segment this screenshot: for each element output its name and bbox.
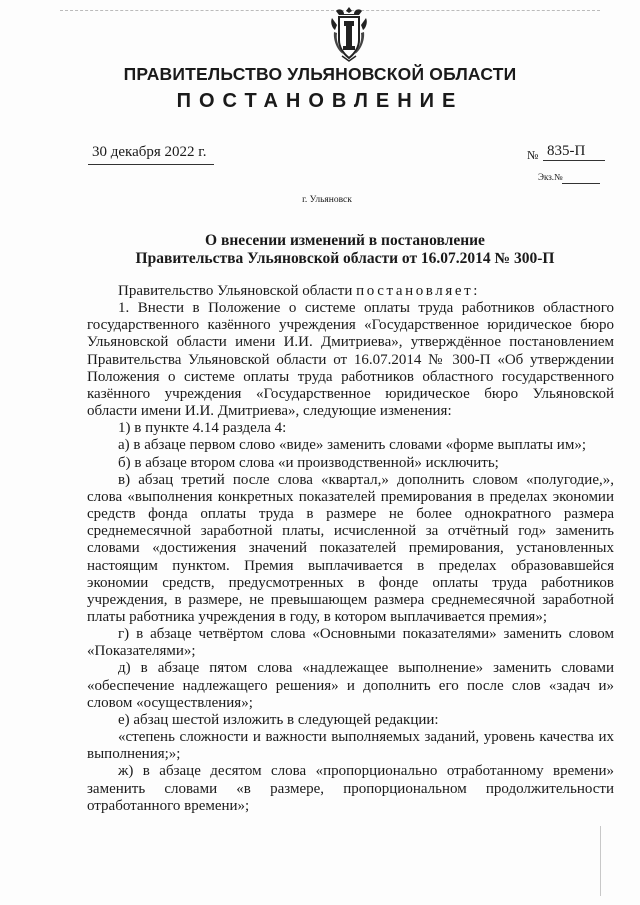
copy-number-label: Экз.№ bbox=[538, 172, 563, 182]
document-date: 30 декабря 2022 г. bbox=[92, 144, 207, 160]
paragraph-item-e: е) абзац шестой изложить в следующей редакции: bbox=[118, 711, 439, 728]
scan-artifact-line bbox=[600, 826, 601, 896]
copy-number-blank bbox=[562, 183, 600, 184]
paragraph-item-v: в) абзац третий после слова «квартал,» дополнить словом «полугодие,», слова «выполнения конкретных показателей премирования в пределах экономии средств фонда оплаты труда в размере не более однократного размера среднемесячной заработной платы, исчисленной за отчётный год» заменить словами «достижения значений показателей премирования, установленных настоящим пунктом. Премия выплачивается в пределах образовавшейся экономии средств, предусмотренных в фонде оплаты труда работников учреждения, в размере, не превышающем размера среднемесячной заработной платы работника учреждения в году, в котором выплачивается премия»; bbox=[87, 471, 614, 625]
preamble-decree-word: постановляет: bbox=[356, 283, 481, 299]
document-number: 835-П bbox=[543, 143, 605, 161]
document-city: г. Ульяновск bbox=[302, 195, 352, 205]
ulyanovsk-coat-of-arms-icon bbox=[328, 6, 370, 62]
date-underline bbox=[88, 164, 214, 165]
paragraph-1: 1. Внести в Положение о системе оплаты труда работников областного государственного казённого учреждения «Государственное юридическое бюро Ульяновской области имени И.И. Дмитриева», утверждённое постановлением Правительства Ульяновской области от 16.07.2014 № 300-П «Об утверждении Положения о системе оплаты труда работников областного государственного казённого учреждения «Государственное юридическое бюро Ульяновской области имени И.И. Дмитриева», следующие изменения: bbox=[87, 300, 614, 420]
subject-line-2: Правительства Ульяновской области от 16.07.2014 № 300-П bbox=[135, 250, 555, 267]
document-body bbox=[87, 283, 614, 815]
organization-title: ПРАВИТЕЛЬСТВО УЛЬЯНОВСКОЙ ОБЛАСТИ bbox=[123, 64, 517, 84]
paragraph-item-zh: ж) в абзаце десятом слова «пропорционально отработанному времени» заменить словами «в размере, пропорциональном продолжительности отработанного времени»; bbox=[87, 763, 614, 814]
document-type-heading: ПОСТАНОВЛЕНИЕ bbox=[176, 90, 464, 112]
paragraph-item-b: б) в абзаце втором слова «и производственной» исключить; bbox=[118, 454, 499, 471]
preamble-text: Правительство Ульяновской области bbox=[118, 283, 353, 299]
paragraph-item-d: д) в абзаце пятом слова «надлежащее выполнение» заменить словами «обеспечение надлежащего решения» и дополнить его после слов «задач и» словом «осуществления»; bbox=[87, 660, 614, 711]
preamble-paragraph bbox=[87, 283, 614, 300]
number-sign: № bbox=[527, 148, 539, 162]
paragraph-item-g: г) в абзаце четвёртом слова «Основными показателями» заменить словом «Показателями»; bbox=[87, 626, 614, 660]
paragraph-item-1: 1) в пункте 4.14 раздела 4: bbox=[118, 420, 287, 437]
paragraph-quote: «степень сложности и важности выполняемых заданий, уровень качества их выполнения;»; bbox=[87, 729, 614, 763]
document-subject bbox=[40, 232, 640, 268]
subject-line-1: О внесении изменений в постановление bbox=[205, 232, 485, 249]
paragraph-item-a: а) в абзаце первом слово «виде» заменить словами «форме выплаты им»; bbox=[118, 437, 586, 454]
